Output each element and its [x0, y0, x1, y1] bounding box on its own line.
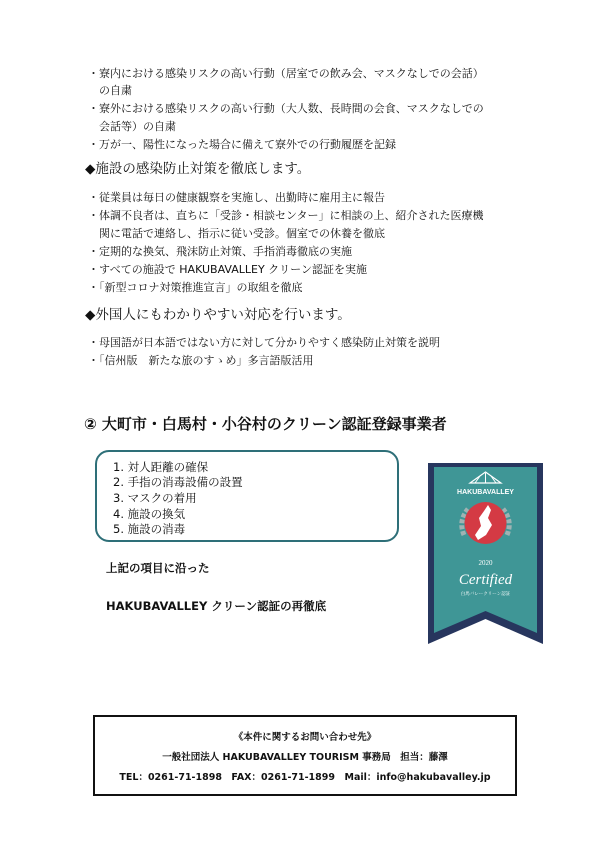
dorm-item-2-cont: 会話等）の自粛	[88, 120, 176, 133]
dorm-item-3: ・万が一、陽性になった場合に備えて寮外での行動履歴を記録	[88, 138, 396, 151]
checklist-item-5: 5. 施設の消毒	[113, 522, 186, 536]
badge-year: 2020	[478, 559, 493, 567]
facility-item-3: ・定期的な換気、飛沫防止対策、手指消毒徹底の実施	[88, 245, 352, 258]
checklist-item-2: 2. 手指の消毒設備の設置	[113, 475, 243, 489]
contact-organization: 一般社団法人 HAKUBAVALLEY TOURISM 事務局 担当：藤澤	[162, 752, 448, 763]
foreign-item-1: ・母国語が日本語ではない方に対して分かりやすく感染防止対策を説明	[88, 336, 440, 349]
dorm-item-2: ・寮外における感染リスクの高い行動（大人数、長時間の会食、マスクなしでの	[88, 102, 484, 115]
badge-caption: 白馬バレークリーン認証	[460, 592, 511, 597]
checklist-item-3: 3. マスクの着用	[113, 491, 197, 505]
badge-brand: HAKUBAVALLEY	[457, 489, 514, 496]
dorm-item-1: ・寮内における感染リスクの高い行動（居室での飲み会、マスクなしでの会話）	[88, 67, 484, 80]
facility-item-2-cont: 関に電話で連絡し、指示に従い受診。個室での休養を徹底	[88, 227, 385, 240]
foreign-heading: ◆外国人にもわかりやすい対応を行います。	[85, 307, 351, 323]
section-2-title: ② 大町市・白馬村・小谷村のクリーン認証登録事業者	[84, 415, 447, 433]
facility-item-4: ・すべての施設で HAKUBAVALLEY クリーン認証を実施	[88, 263, 367, 276]
dorm-item-1-cont: の自粛	[88, 84, 132, 97]
badge-certified: Certified	[458, 572, 513, 588]
facility-item-1: ・従業員は毎日の健康観察を実施し、出勤時に雇用主に報告	[88, 191, 385, 204]
checklist-item-4: 4. 施設の換気	[113, 507, 186, 521]
facility-heading: ◆施設の感染防止対策を徹底します。	[85, 161, 311, 177]
facility-item-5: ・「新型コロナ対策推進宣言」の取組を徹底	[88, 281, 303, 294]
certification-badge	[428, 463, 543, 644]
checklist-item-1: 1. 対人距離の確保	[113, 460, 209, 474]
contact-details: TEL：0261-71-1898 FAX：0261-71-1899 Mail：info@hakubavalley.jp	[119, 772, 491, 783]
note-line-2: HAKUBAVALLEY クリーン認証の再徹底	[106, 599, 327, 613]
foreign-item-2: ・「信州版 新たな旅のすゝめ」多言語版活用	[88, 354, 314, 367]
note-line-1: 上記の項目に沿った	[106, 561, 210, 575]
facility-item-2: ・体調不良者は、直ちに「受診・相談センター」に相談の上、紹介された医療機	[88, 209, 484, 222]
contact-box	[93, 715, 517, 796]
contact-title: 《本件に関するお問い合わせ先》	[233, 732, 377, 743]
checklist-box	[95, 450, 399, 542]
